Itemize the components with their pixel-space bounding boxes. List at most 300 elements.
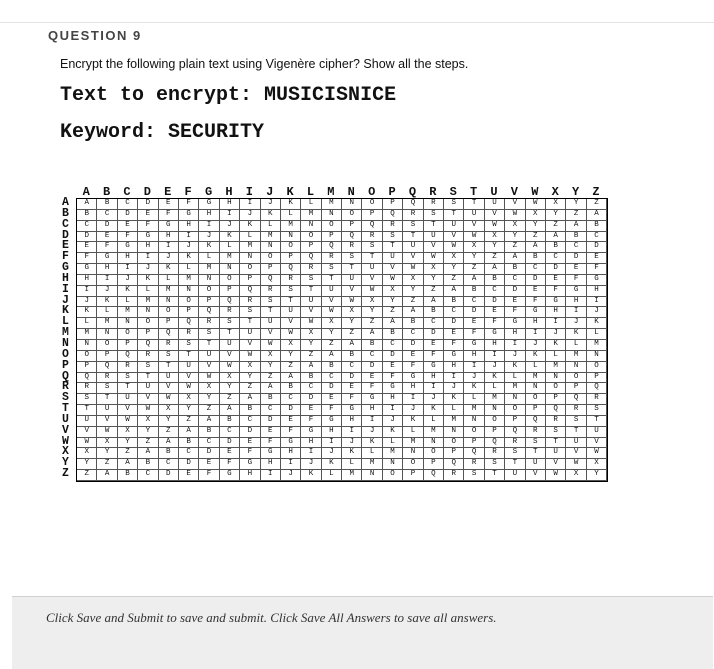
- table-cell: Y: [322, 329, 342, 340]
- text-to-encrypt-value: MUSICISNICE: [264, 84, 397, 107]
- column-header-v: V: [510, 185, 518, 199]
- question-header: QUESTION 9: [48, 28, 142, 43]
- table-cell: L: [118, 297, 138, 308]
- table-cell: K: [138, 275, 158, 286]
- table-cell: F: [281, 427, 301, 438]
- table-cell: X: [464, 242, 484, 253]
- table-cell: O: [179, 297, 199, 308]
- table-cell: E: [77, 242, 97, 253]
- table-cell: E: [97, 232, 117, 243]
- table-cell: U: [546, 448, 566, 459]
- table-cell: U: [587, 427, 607, 438]
- table-cell: U: [526, 459, 546, 470]
- table-cell: W: [464, 232, 484, 243]
- table-cell: Q: [424, 470, 444, 481]
- table-cell: L: [485, 383, 505, 394]
- table-cell: W: [220, 362, 240, 373]
- table-cell: P: [464, 438, 484, 449]
- table-cell: P: [118, 340, 138, 351]
- table-cell: G: [199, 199, 219, 210]
- table-cell: E: [587, 253, 607, 264]
- table-cell: T: [118, 383, 138, 394]
- table-cell: B: [77, 210, 97, 221]
- table-cell: W: [240, 351, 260, 362]
- table-cell: G: [322, 416, 342, 427]
- table-cell: U: [301, 297, 321, 308]
- table-cell: Q: [281, 264, 301, 275]
- table-cell: S: [526, 438, 546, 449]
- table-cell: Q: [199, 307, 219, 318]
- table-cell: W: [199, 373, 219, 384]
- table-cell: Z: [118, 448, 138, 459]
- table-cell: U: [138, 383, 158, 394]
- table-cell: F: [464, 329, 484, 340]
- table-cell: G: [566, 286, 586, 297]
- table-cell: M: [77, 329, 97, 340]
- table-cell: F: [505, 307, 525, 318]
- table-cell: Y: [138, 427, 158, 438]
- table-cell: D: [261, 416, 281, 427]
- table-cell: G: [77, 264, 97, 275]
- table-cell: L: [77, 318, 97, 329]
- table-cell: A: [587, 210, 607, 221]
- table-cell: M: [587, 340, 607, 351]
- table-cell: J: [179, 242, 199, 253]
- table-cell: O: [220, 275, 240, 286]
- table-cell: Y: [362, 307, 382, 318]
- table-cell: B: [220, 416, 240, 427]
- table-cell: S: [424, 210, 444, 221]
- table-cell: F: [403, 362, 423, 373]
- table-cell: E: [342, 383, 362, 394]
- table-cell: T: [424, 221, 444, 232]
- table-cell: M: [118, 307, 138, 318]
- table-cell: H: [261, 459, 281, 470]
- table-cell: Y: [220, 383, 240, 394]
- table-cell: D: [97, 221, 117, 232]
- table-cell: V: [179, 373, 199, 384]
- table-cell: J: [301, 459, 321, 470]
- table-cell: G: [240, 459, 260, 470]
- table-cell: E: [220, 448, 240, 459]
- table-cell: A: [179, 427, 199, 438]
- column-header-m: M: [327, 185, 335, 199]
- table-cell: C: [403, 329, 423, 340]
- table-cell: Q: [587, 383, 607, 394]
- table-cell: Y: [566, 199, 586, 210]
- table-cell: T: [526, 448, 546, 459]
- table-cell: Z: [342, 329, 362, 340]
- table-cell: C: [485, 286, 505, 297]
- table-cell: X: [403, 275, 423, 286]
- table-cell: R: [159, 340, 179, 351]
- row-header-i: I: [62, 282, 69, 296]
- table-cell: X: [261, 351, 281, 362]
- vigenere-grid: [76, 198, 608, 482]
- text-to-encrypt-line: [60, 84, 396, 107]
- table-cell: C: [526, 264, 546, 275]
- table-cell: P: [261, 264, 281, 275]
- table-cell: N: [505, 394, 525, 405]
- table-cell: P: [383, 199, 403, 210]
- table-cell: Y: [403, 286, 423, 297]
- table-cell: B: [403, 318, 423, 329]
- table-cell: M: [138, 297, 158, 308]
- table-cell: H: [138, 242, 158, 253]
- table-cell: X: [159, 405, 179, 416]
- table-cell: J: [342, 438, 362, 449]
- vigenere-column-headers: [76, 186, 606, 198]
- table-cell: T: [301, 286, 321, 297]
- table-cell: Q: [261, 275, 281, 286]
- table-cell: D: [179, 459, 199, 470]
- table-cell: A: [342, 340, 362, 351]
- table-cell: E: [261, 427, 281, 438]
- table-cell: I: [485, 351, 505, 362]
- table-cell: L: [526, 362, 546, 373]
- table-cell: C: [383, 340, 403, 351]
- table-cell: C: [587, 232, 607, 243]
- table-cell: N: [424, 438, 444, 449]
- table-cell: I: [199, 221, 219, 232]
- table-cell: I: [587, 297, 607, 308]
- row-header-f: F: [62, 250, 69, 264]
- table-cell: J: [97, 286, 117, 297]
- table-cell: W: [77, 438, 97, 449]
- table-cell: V: [485, 210, 505, 221]
- table-cell: I: [97, 275, 117, 286]
- table-cell: S: [362, 242, 382, 253]
- table-cell: X: [281, 340, 301, 351]
- question-prompt: Encrypt the following plain text using Vigenère cipher? Show all the steps.: [60, 57, 469, 71]
- table-cell: Z: [546, 221, 566, 232]
- table-cell: K: [281, 199, 301, 210]
- table-cell: W: [362, 286, 382, 297]
- column-header-s: S: [449, 185, 457, 199]
- table-cell: A: [546, 232, 566, 243]
- table-cell: M: [199, 264, 219, 275]
- table-cell: H: [199, 210, 219, 221]
- table-cell: O: [587, 362, 607, 373]
- table-cell: D: [362, 362, 382, 373]
- table-cell: X: [199, 383, 219, 394]
- row-header-d: D: [62, 228, 69, 242]
- table-cell: U: [159, 373, 179, 384]
- table-cell: R: [322, 253, 342, 264]
- table-cell: B: [322, 362, 342, 373]
- table-cell: K: [301, 470, 321, 481]
- table-cell: K: [526, 351, 546, 362]
- table-cell: N: [220, 264, 240, 275]
- table-cell: I: [159, 242, 179, 253]
- table-cell: V: [240, 340, 260, 351]
- row-header-n: N: [62, 336, 69, 350]
- table-cell: M: [444, 416, 464, 427]
- table-cell: L: [362, 448, 382, 459]
- table-cell: F: [342, 394, 362, 405]
- table-cell: I: [526, 329, 546, 340]
- table-cell: Y: [261, 362, 281, 373]
- table-cell: T: [383, 242, 403, 253]
- table-cell: V: [322, 297, 342, 308]
- table-cell: I: [546, 318, 566, 329]
- column-header-o: O: [368, 185, 376, 199]
- table-cell: J: [546, 329, 566, 340]
- keyword-value: SECURITY: [168, 121, 265, 144]
- table-cell: E: [526, 286, 546, 297]
- table-cell: L: [281, 210, 301, 221]
- table-cell: Y: [179, 405, 199, 416]
- table-cell: Q: [505, 427, 525, 438]
- table-cell: M: [403, 438, 423, 449]
- table-cell: S: [546, 427, 566, 438]
- table-cell: B: [138, 459, 158, 470]
- table-cell: I: [220, 210, 240, 221]
- table-cell: S: [505, 448, 525, 459]
- table-cell: C: [240, 416, 260, 427]
- table-cell: M: [485, 394, 505, 405]
- table-cell: O: [301, 232, 321, 243]
- table-cell: U: [464, 210, 484, 221]
- top-divider: [0, 0, 714, 23]
- table-cell: K: [587, 318, 607, 329]
- table-cell: S: [159, 351, 179, 362]
- table-cell: P: [566, 383, 586, 394]
- table-cell: U: [240, 329, 260, 340]
- table-cell: F: [362, 383, 382, 394]
- table-cell: T: [587, 416, 607, 427]
- table-cell: D: [322, 383, 342, 394]
- table-cell: T: [159, 362, 179, 373]
- table-cell: H: [281, 448, 301, 459]
- row-header-e: E: [62, 239, 69, 253]
- table-cell: G: [342, 405, 362, 416]
- table-cell: W: [587, 448, 607, 459]
- table-cell: C: [424, 318, 444, 329]
- table-cell: L: [220, 242, 240, 253]
- table-cell: X: [546, 199, 566, 210]
- table-cell: R: [464, 459, 484, 470]
- table-cell: P: [322, 232, 342, 243]
- table-cell: B: [199, 427, 219, 438]
- table-cell: X: [362, 297, 382, 308]
- table-cell: H: [464, 351, 484, 362]
- table-cell: B: [118, 470, 138, 481]
- table-cell: Q: [566, 394, 586, 405]
- table-cell: K: [566, 329, 586, 340]
- table-cell: U: [485, 199, 505, 210]
- vigenere-row-headers: [62, 198, 74, 480]
- table-cell: Y: [485, 242, 505, 253]
- table-cell: H: [342, 416, 362, 427]
- table-cell: H: [383, 394, 403, 405]
- table-cell: P: [587, 373, 607, 384]
- table-cell: H: [118, 253, 138, 264]
- table-cell: E: [383, 362, 403, 373]
- column-header-q: Q: [408, 185, 417, 199]
- table-cell: F: [220, 459, 240, 470]
- table-cell: F: [301, 416, 321, 427]
- table-cell: S: [179, 340, 199, 351]
- table-cell: P: [97, 351, 117, 362]
- table-cell: Z: [199, 405, 219, 416]
- table-cell: K: [464, 383, 484, 394]
- table-cell: A: [77, 199, 97, 210]
- table-cell: D: [505, 286, 525, 297]
- table-cell: O: [77, 351, 97, 362]
- table-cell: G: [220, 470, 240, 481]
- table-cell: Z: [362, 318, 382, 329]
- table-cell: P: [220, 286, 240, 297]
- table-cell: R: [261, 286, 281, 297]
- table-cell: I: [301, 448, 321, 459]
- table-cell: Y: [342, 318, 362, 329]
- table-cell: Z: [526, 232, 546, 243]
- table-cell: Z: [97, 459, 117, 470]
- table-cell: R: [362, 232, 382, 243]
- row-header-v: V: [62, 423, 69, 437]
- table-cell: L: [301, 199, 321, 210]
- table-cell: H: [587, 286, 607, 297]
- table-cell: M: [301, 210, 321, 221]
- table-cell: M: [505, 383, 525, 394]
- table-cell: H: [159, 232, 179, 243]
- table-cell: R: [199, 318, 219, 329]
- table-cell: C: [281, 394, 301, 405]
- table-cell: Q: [342, 232, 362, 243]
- table-cell: S: [77, 394, 97, 405]
- table-cell: K: [383, 427, 403, 438]
- table-cell: F: [424, 351, 444, 362]
- table-cell: C: [77, 221, 97, 232]
- table-cell: T: [281, 297, 301, 308]
- table-cell: N: [97, 329, 117, 340]
- table-cell: C: [566, 242, 586, 253]
- table-cell: J: [403, 405, 423, 416]
- table-cell: R: [138, 351, 158, 362]
- table-cell: G: [362, 394, 382, 405]
- table-cell: N: [403, 448, 423, 459]
- table-cell: G: [383, 383, 403, 394]
- table-cell: U: [118, 394, 138, 405]
- table-cell: A: [138, 448, 158, 459]
- table-cell: G: [301, 427, 321, 438]
- table-cell: X: [566, 470, 586, 481]
- table-cell: A: [566, 221, 586, 232]
- table-cell: V: [526, 470, 546, 481]
- table-cell: D: [138, 199, 158, 210]
- column-header-r: R: [429, 185, 437, 199]
- table-cell: E: [424, 340, 444, 351]
- table-cell: H: [546, 307, 566, 318]
- table-cell: Y: [444, 264, 464, 275]
- row-header-y: Y: [62, 456, 69, 470]
- table-cell: T: [77, 405, 97, 416]
- table-cell: C: [342, 362, 362, 373]
- column-header-c: C: [123, 185, 131, 199]
- table-cell: T: [97, 394, 117, 405]
- table-cell: T: [220, 329, 240, 340]
- table-cell: Y: [199, 394, 219, 405]
- table-cell: N: [342, 199, 362, 210]
- table-cell: X: [505, 221, 525, 232]
- column-header-w: W: [531, 185, 539, 199]
- column-header-h: H: [225, 185, 233, 199]
- table-cell: Q: [97, 362, 117, 373]
- table-cell: M: [383, 448, 403, 459]
- table-cell: L: [566, 340, 586, 351]
- column-header-t: T: [470, 185, 478, 199]
- table-cell: Q: [322, 242, 342, 253]
- table-cell: M: [322, 199, 342, 210]
- table-cell: X: [342, 307, 362, 318]
- table-cell: N: [546, 373, 566, 384]
- table-cell: Z: [505, 242, 525, 253]
- table-cell: L: [444, 405, 464, 416]
- table-cell: F: [566, 275, 586, 286]
- table-cell: P: [546, 394, 566, 405]
- table-cell: R: [444, 470, 464, 481]
- table-cell: G: [159, 221, 179, 232]
- table-cell: E: [240, 438, 260, 449]
- table-cell: N: [77, 340, 97, 351]
- table-cell: Y: [240, 373, 260, 384]
- table-cell: P: [179, 307, 199, 318]
- table-cell: W: [485, 221, 505, 232]
- table-cell: J: [587, 307, 607, 318]
- table-cell: Q: [220, 297, 240, 308]
- table-cell: C: [261, 405, 281, 416]
- table-cell: N: [301, 221, 321, 232]
- table-cell: C: [322, 373, 342, 384]
- table-cell: X: [220, 373, 240, 384]
- table-cell: Z: [464, 264, 484, 275]
- table-cell: M: [220, 253, 240, 264]
- table-cell: B: [526, 253, 546, 264]
- table-cell: F: [138, 221, 158, 232]
- table-cell: V: [342, 286, 362, 297]
- table-cell: L: [546, 351, 566, 362]
- table-cell: U: [362, 264, 382, 275]
- table-cell: P: [281, 253, 301, 264]
- table-cell: L: [179, 264, 199, 275]
- table-cell: F: [179, 199, 199, 210]
- row-header-w: W: [62, 434, 69, 448]
- table-cell: Y: [118, 438, 138, 449]
- table-cell: Z: [77, 470, 97, 481]
- table-cell: W: [424, 253, 444, 264]
- table-cell: Y: [97, 448, 117, 459]
- table-cell: G: [444, 351, 464, 362]
- table-cell: W: [118, 416, 138, 427]
- table-cell: U: [261, 318, 281, 329]
- table-cell: G: [138, 232, 158, 243]
- table-cell: G: [526, 307, 546, 318]
- table-cell: V: [138, 394, 158, 405]
- column-header-z: Z: [592, 185, 600, 199]
- table-cell: T: [240, 318, 260, 329]
- table-cell: M: [97, 318, 117, 329]
- row-header-p: P: [62, 358, 69, 372]
- table-cell: L: [342, 459, 362, 470]
- table-cell: X: [587, 459, 607, 470]
- table-cell: O: [526, 394, 546, 405]
- table-cell: T: [464, 199, 484, 210]
- table-cell: X: [97, 438, 117, 449]
- table-cell: E: [403, 351, 423, 362]
- table-cell: A: [220, 405, 240, 416]
- table-cell: J: [138, 264, 158, 275]
